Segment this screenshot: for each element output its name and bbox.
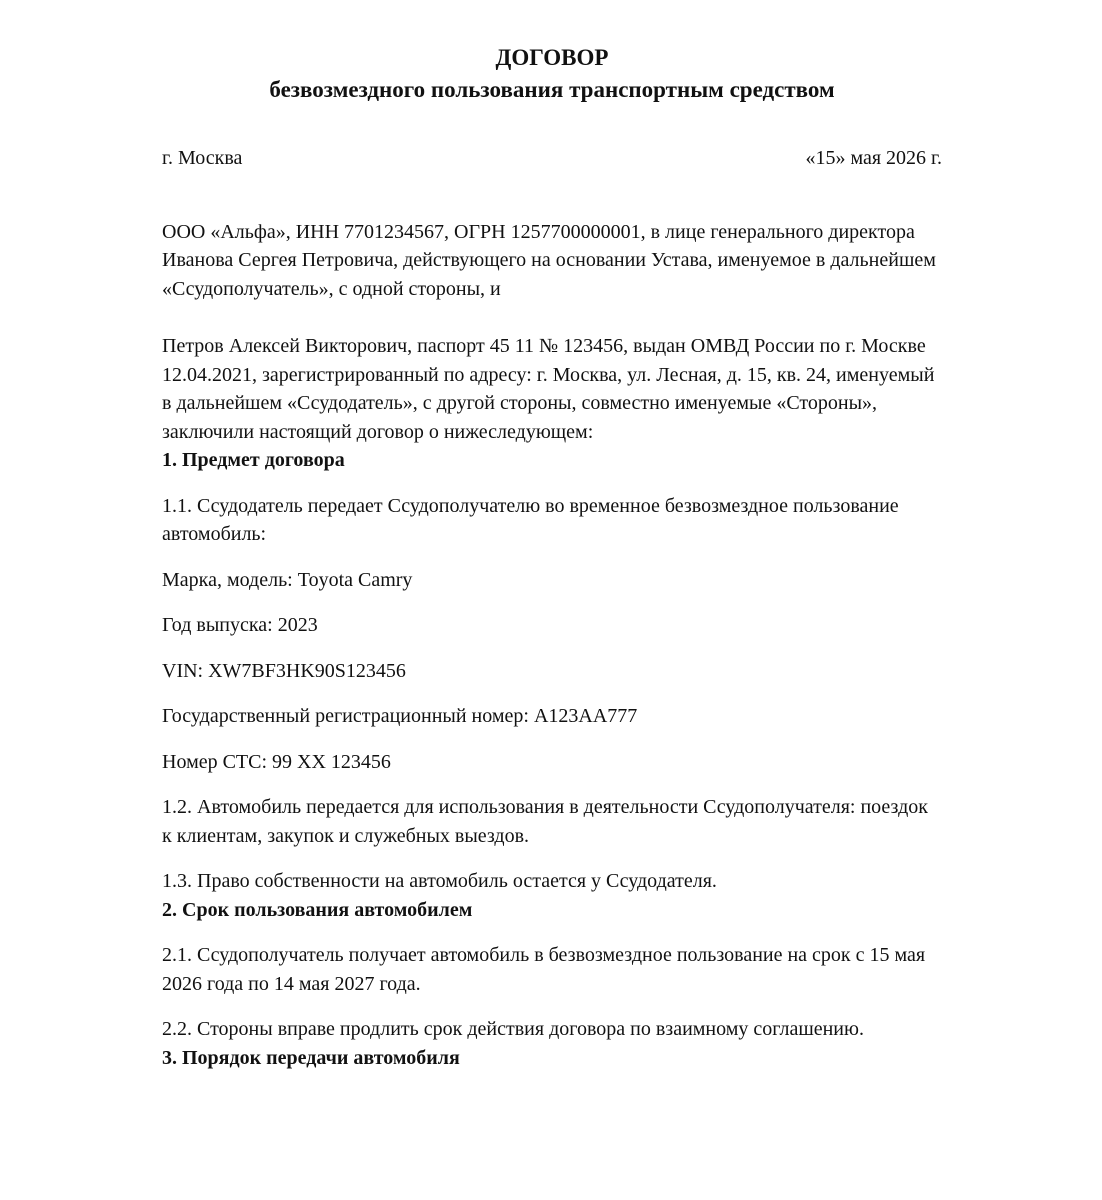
section-heading-2: 2. Срок пользования автомобилем bbox=[162, 898, 473, 921]
document-subtitle: безвозмездного пользования транспортным средством bbox=[269, 77, 835, 102]
clause-2-1: 2.1. Ссудополучатель получает автомобиль в безвозмездное пользование на срок с 15 мая 2026 года по 14 мая 2027 года. bbox=[162, 944, 926, 995]
party-lender: Петров Алексей Викторович, паспорт 45 11 № 123456, выдан ОМВД России по г. Москве 12.04.2021, зарегистрированный по адресу: г. Москва, ул. Лесная, д. 15, кв. 24, именуемый в дальнейшем «Ссудодатель», с другой стороны, совместно именуемые «Стороны», заключили настоящий договор о нижеследующем: bbox=[162, 335, 935, 443]
clause-2-2: 2.2. Стороны вправе продлить срок действия договора по взаимному соглашению. bbox=[162, 1018, 864, 1040]
party-borrower: ООО «Альфа», ИНН 7701234567, ОГРН 1257700000001, в лице генерального директора Иванова Сергея Петровича, действующего на основании Устава, именуемое в дальнейшем «Ссудополучатель», с одной стороны, и bbox=[162, 220, 936, 300]
contract-place: г. Москва bbox=[162, 147, 243, 169]
document-title: ДОГОВОР bbox=[495, 45, 609, 70]
section-heading-1: 1. Предмет договора bbox=[162, 449, 345, 471]
place-date-row bbox=[162, 144, 942, 173]
car-vin: VIN: XW7BF3HK90S123456 bbox=[162, 659, 406, 682]
car-sts: Номер СТС: 99 ХХ 123456 bbox=[162, 750, 391, 773]
car-make-model: Марка, модель: Toyota Camry bbox=[162, 568, 413, 591]
clause-1-3: 1.3. Право собственности на автомобиль остается у Ссудодателя. bbox=[162, 870, 717, 892]
clause-1-1: 1.1. Ссудодатель передает Ссудополучателю во временное безвозмездное пользование автомобиль: bbox=[162, 494, 899, 545]
section-heading-3: 3. Порядок передачи автомобиля bbox=[162, 1046, 460, 1069]
contract-date: «15» мая 2026 г. bbox=[805, 147, 942, 169]
contract-page bbox=[162, 42, 942, 1072]
car-year: Год выпуска: 2023 bbox=[162, 614, 318, 636]
car-plate: Государственный регистрационный номер: А123АА777 bbox=[162, 705, 638, 727]
clause-1-2: 1.2. Автомобиль передается для использования в деятельности Ссудополучателя: поездок к клиентам, закупок и служебных выездов. bbox=[162, 796, 928, 847]
